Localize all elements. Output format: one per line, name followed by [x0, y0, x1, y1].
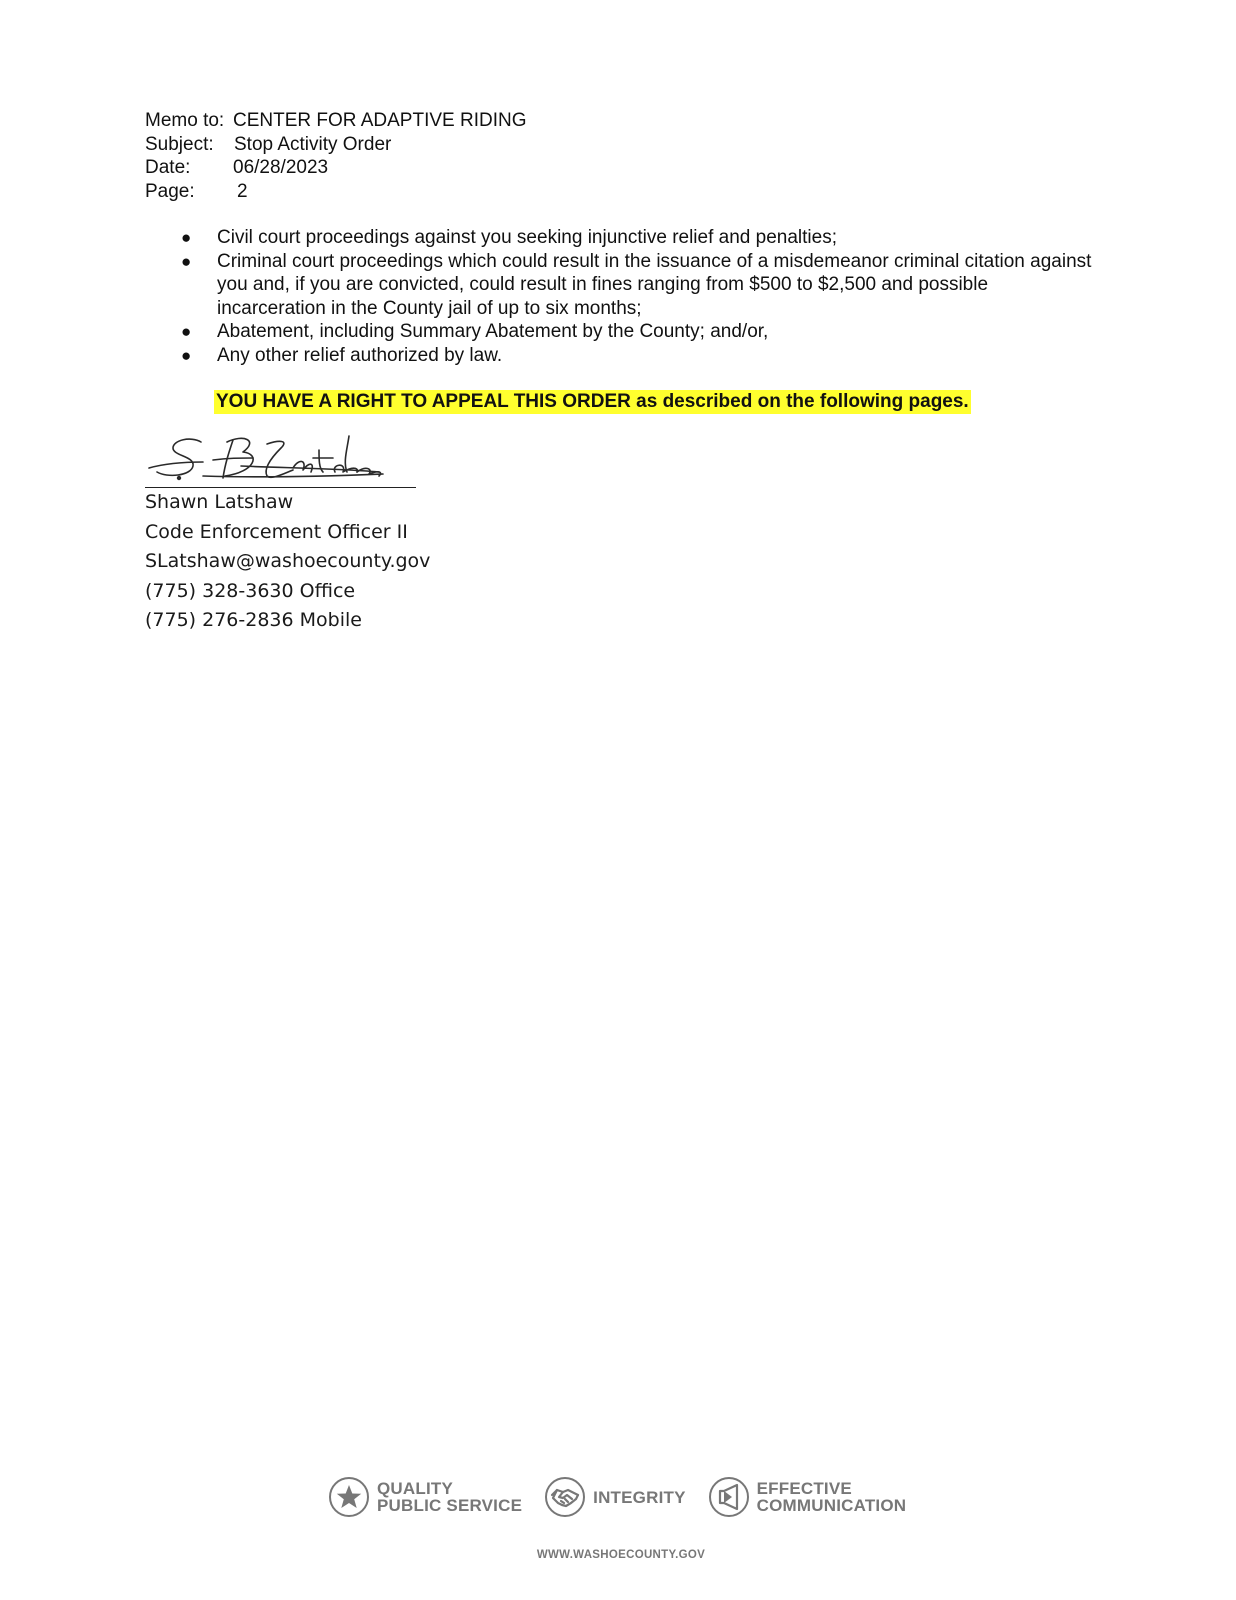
subject-label: Subject: [145, 133, 214, 155]
memo-to-row [145, 109, 526, 133]
signer-block [145, 488, 430, 636]
bullet-icon: ● [181, 322, 192, 341]
date-label: Date: [145, 157, 191, 178]
list-item-text: Civil court proceedings against you seeking injunctive relief and penalties; [217, 227, 837, 248]
appeal-notice: YOU HAVE A RIGHT TO APPEAL THIS ORDER as described on the following pages. [216, 391, 969, 412]
value-line2: COMMUNICATION [756, 1496, 907, 1515]
signer-title: Code Enforcement Officer II [145, 520, 408, 543]
list-item [145, 250, 1095, 321]
handshake-icon [544, 1476, 586, 1518]
megaphone-icon [708, 1476, 750, 1518]
page-row [145, 180, 526, 204]
value-line1: QUALITY [377, 1479, 454, 1498]
memo-to-label: Memo to: [145, 110, 225, 131]
footer-values [328, 1473, 906, 1521]
date-row [145, 156, 526, 180]
signature-image [143, 432, 418, 488]
signer-mobile-phone: (775) 276-2836 Mobile [145, 609, 362, 631]
date-value: 06/28/2023 [233, 157, 329, 178]
consequences-list [145, 226, 1095, 367]
list-item-text: Abatement, including Summary Abatement by the County; and/or, [217, 321, 769, 342]
star-icon [328, 1476, 370, 1518]
page-label: Page: [145, 180, 195, 202]
list-item [145, 320, 1095, 344]
subject-value: Stop Activity Order [234, 133, 392, 155]
memo-to-value: CENTER FOR ADAPTIVE RIDING [233, 110, 527, 131]
signer-email: SLatshaw@washoecounty.gov [145, 550, 431, 572]
value-effective-communication [708, 1476, 907, 1518]
signer-name: Shawn Latshaw [145, 491, 294, 513]
footer-url: WWW.WASHOECOUNTY.GOV [536, 1549, 706, 1561]
list-item [145, 226, 1095, 250]
list-item-text: Criminal court proceedings which could result in the issuance of a misdemeanor criminal citation against you and, if you are convicted, could result in fines ranging from $500 to $2,500 and possible incarceration in the County jail of up to six months; [217, 250, 1092, 319]
signer-office-phone: (775) 328-3630 Office [145, 579, 356, 602]
value-quality-public-service [328, 1476, 522, 1518]
value-line1: EFFECTIVE [756, 1479, 852, 1498]
value-integrity [544, 1476, 685, 1518]
list-item-text: Any other relief authorized by law. [217, 344, 503, 366]
memo-header [145, 109, 526, 203]
value-line1: INTEGRITY [593, 1487, 686, 1507]
bullet-icon: ● [181, 228, 192, 247]
list-item [145, 344, 1095, 368]
bullet-icon: ● [181, 251, 192, 271]
bullet-icon: ● [181, 345, 192, 365]
subject-row [145, 133, 526, 157]
page-value: 2 [237, 180, 248, 202]
value-line2: PUBLIC SERVICE [377, 1496, 523, 1515]
